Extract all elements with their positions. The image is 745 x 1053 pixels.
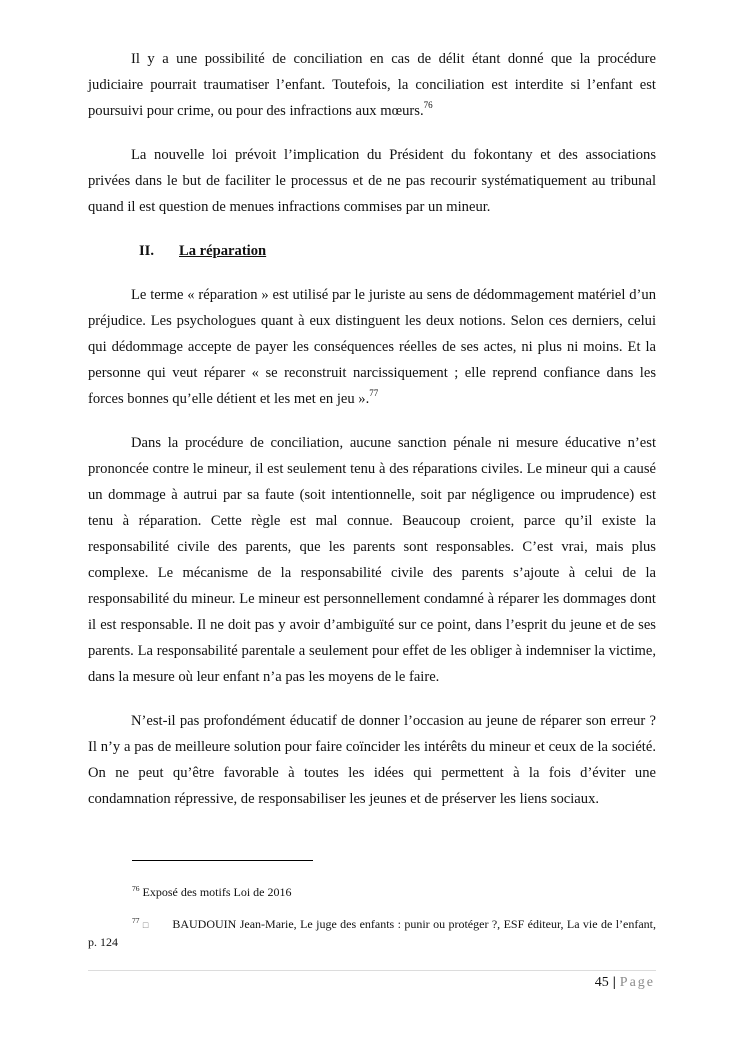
footnote-76 <box>88 884 656 901</box>
footnote-number: 76 <box>132 884 140 893</box>
footer-separator: | <box>612 975 616 990</box>
paragraph-conciliation-delit: Il y a une possibilité de conciliation en cas de délit étant donné que la procédure judiciaire pourrait traumatiser l’enfant. Toutefois, la conciliation est interdite si l’enfant est poursuivi pour crime, ou pour des infractions aux mœurs.$^{76}$ <box>88 51 656 119</box>
footer-divider <box>88 970 656 971</box>
footnote-separator <box>132 860 313 861</box>
footnote-text: Exposé des motifs Loi de 2016 <box>142 885 292 899</box>
body-text <box>88 46 656 830</box>
footnote-ref-76[interactable]: 76 <box>423 100 433 110</box>
footnote-77 <box>88 916 656 951</box>
page-footer <box>595 974 655 992</box>
section-heading <box>88 238 656 264</box>
section-number: II. <box>139 243 155 259</box>
page-label: Page <box>619 975 655 990</box>
missing-glyph-icon: □ <box>142 920 149 930</box>
footnote-ref-77[interactable]: 77 <box>369 388 379 398</box>
paragraph-nouvelle-loi: La nouvelle loi prévoit l’implication du Président du fokontany et des associations privées dans le but de faciliter le processus et de ne pas recourir systématiquement au tribunal quand il est question de menues infractions commises par un mineur. <box>88 147 656 215</box>
footnote-text: BAUDOUIN Jean-Marie, Le juge des enfants : punir ou protéger ?, ESF éditeur, La vie de l’enfant, p. 124 <box>88 917 657 949</box>
paragraph-procedure-conciliation: Dans la procédure de conciliation, aucune sanction pénale ni mesure éducative n’est prononcée contre le mineur, il est seulement tenu à des réparations civiles. Le mineur qui a causé un dommage à autrui par sa faute (soit intentionnelle, soit par négligence ou imprudence) est tenu à réparation. Cette règle est mal connue. Beaucoup croient, parce qu’il existe la responsabilité civile des parents, que les parents sont responsables. C’est vrai, mais plus complexe. Le mécanisme de la responsabilité civile des parents s’ajoute à celui de la responsabilité du mineur. Le mineur est personnellement condamné à réparer les dommages dont il est responsable. Il ne doit pas y avoir d’ambiguïté sur ce point, dans l’esprit du jeune et de ses parents. La responsabilité parentale a seulement pour effet de les obliger à indemniser la victime, dans la mesure où leur enfant n’a pas les moyens de le faire. <box>88 435 656 685</box>
page-number: 45 <box>594 975 609 990</box>
section-title: La réparation <box>179 243 267 259</box>
footnote-number: 77 <box>132 916 140 925</box>
paragraph-educatif: N’est-il pas profondément éducatif de donner l’occasion au jeune de réparer son erreur ? Il n’y a pas de meilleure solution pour faire coïncider les intérêts du mineur et ceux de la société. On ne peut qu’être favorable à toutes les idées qui permettent à la fois d’éviter une condamnation répressive, de responsabiliser les jeunes et de préserver les liens sociaux. <box>88 713 656 807</box>
paragraph-terme-reparation: Le terme « réparation » est utilisé par le juriste au sens de dédommagement matériel d’un préjudice. Les psychologues quant à eux distinguent les deux notions. Selon ces derniers, celui qui dédommage accepte de payer les conséquences réelles de ses actes, ni plus ni moins. Et la personne qui veut réparer « se reconstruit narcissiquement ; elle reprend confiance dans les forces bonnes qu’elle détient et les met en jeu ».$^{77}$ <box>88 287 656 407</box>
